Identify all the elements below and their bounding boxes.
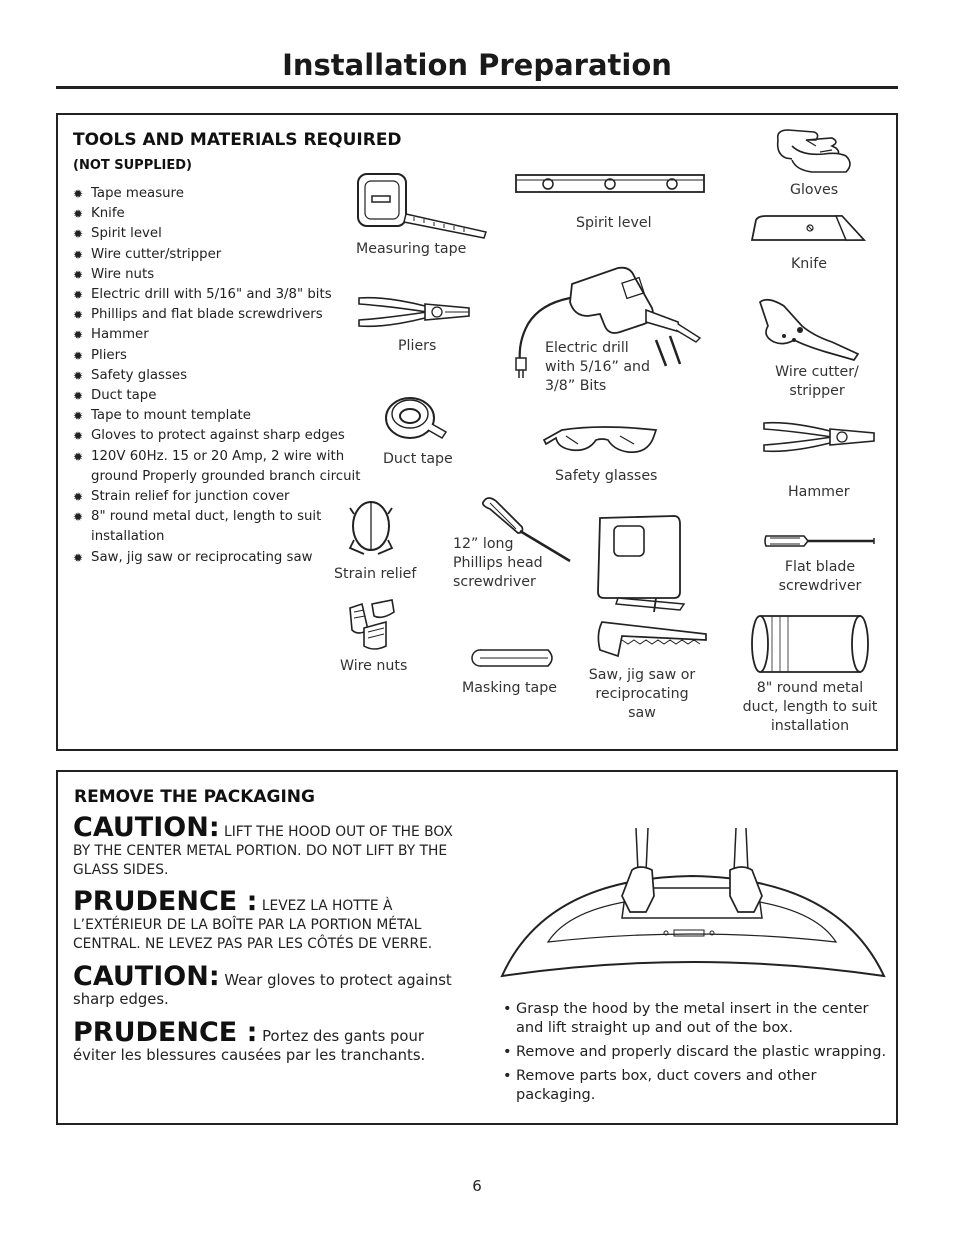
list-item: ✹ Hammer xyxy=(72,325,372,345)
list-item: • Grasp the hood by the metal insert in the center and lift straight up and out of the box. xyxy=(503,1000,893,1038)
list-item: ✹ Knife xyxy=(72,204,372,224)
prudence-text: LEVEZ LA HOTTE À L’EXTÉRIEUR DE LA BOÎTE PAR LA PORTION MÉTAL CENTRAL. NE LEVEZ PAS PAR LES CÔTÉS DE VERRE. xyxy=(73,898,433,952)
saw-icon xyxy=(588,512,712,666)
list-item: ✹ Tape to mount template xyxy=(72,406,372,426)
tools-subheading: (NOT SUPPLIED) xyxy=(73,158,192,173)
prudence-block-1 xyxy=(73,886,465,954)
list-item: ✹ Spirit level xyxy=(72,224,372,244)
hammer-icon xyxy=(760,415,878,457)
flat-blade-screwdriver-icon xyxy=(762,530,880,552)
list-item: ✹ Strain relief for junction cover xyxy=(72,487,372,507)
safety-glasses-label: Safety glasses xyxy=(555,468,658,484)
list-item: ✹ Saw, jig saw or reciprocating saw xyxy=(72,548,372,568)
caution-block-2 xyxy=(73,961,465,1009)
list-item: ✹ Safety glasses xyxy=(72,366,372,386)
list-item: ✹ Duct tape xyxy=(72,386,372,406)
duct-tape-label: Duct tape xyxy=(383,451,453,467)
prudence-text: Portez des gants pour éviter les blessures causées par les tranchants. xyxy=(73,1028,426,1064)
prudence-label: PRUDENCE : xyxy=(73,886,258,917)
electric-drill-label: Electric drill with 5/16” and 3/8” Bits xyxy=(545,340,651,394)
caution-label: CAUTION: xyxy=(73,961,220,992)
knife-label: Knife xyxy=(791,256,827,272)
list-item: ✹ Wire nuts xyxy=(72,265,372,285)
list-item: • Remove parts box, duct covers and other packaging. xyxy=(503,1067,893,1105)
tools-list xyxy=(72,184,372,568)
list-item: ✹ 8" round metal duct, length to suit installation xyxy=(72,507,372,547)
prudence-label: PRUDENCE : xyxy=(73,1017,258,1048)
packaging-steps xyxy=(503,1000,893,1110)
caution-label: CAUTION: xyxy=(73,812,220,843)
wire-nuts-label: Wire nuts xyxy=(340,658,408,674)
hammer-label: Hammer xyxy=(788,484,850,500)
list-item: • Remove and properly discard the plastic wrapping. xyxy=(503,1043,893,1062)
spirit-level-icon xyxy=(514,172,706,196)
caution-text: LIFT THE HOOD OUT OF THE BOX BY THE CENTER METAL PORTION. DO NOT LIFT BY THE GLASS SIDES. xyxy=(73,824,453,878)
wire-nuts-icon xyxy=(342,598,402,654)
page-title: Installation Preparation xyxy=(282,48,672,82)
hood-lift-illustration xyxy=(496,826,888,988)
measuring-tape-icon xyxy=(352,170,492,242)
list-item: ✹ 120V 60Hz. 15 or 20 Amp, 2 wire with ground Properly grounded branch circuit xyxy=(72,447,372,487)
caution-block-1 xyxy=(73,812,465,880)
list-item: ✹ Wire cutter/stripper xyxy=(72,245,372,265)
masking-tape-icon xyxy=(468,646,560,670)
safety-glasses-icon xyxy=(540,422,660,458)
wire-cutter-icon xyxy=(754,296,864,362)
flat-blade-label: Flat blade screwdriver xyxy=(778,559,862,594)
list-item: ✹ Electric drill with 5/16" and 3/8" bits xyxy=(72,285,372,305)
page-number: 6 xyxy=(472,1177,482,1195)
list-item: ✹ Phillips and flat blade screwdrivers xyxy=(72,305,372,325)
duct-label: 8" round metal duct, length to suit installation xyxy=(742,680,878,734)
list-item: ✹ Gloves to protect against sharp edges xyxy=(72,426,372,446)
caution-text: Wear gloves to protect against sharp edges. xyxy=(73,972,452,1008)
title-rule xyxy=(56,86,898,89)
strain-relief-label: Strain relief xyxy=(334,566,417,582)
wire-cutter-label: Wire cutter/ stripper xyxy=(775,364,859,399)
knife-icon xyxy=(748,212,870,246)
spirit-level-label: Spirit level xyxy=(576,215,652,231)
pliers-icon xyxy=(355,290,473,332)
gloves-icon xyxy=(772,126,856,176)
pliers-label: Pliers xyxy=(398,338,437,354)
round-duct-icon xyxy=(748,612,872,676)
gloves-label: Gloves xyxy=(790,182,839,198)
duct-tape-icon xyxy=(380,392,450,444)
list-item: ✹ Pliers xyxy=(72,346,372,366)
prudence-block-2 xyxy=(73,1017,465,1065)
measuring-tape-label: Measuring tape xyxy=(356,241,467,257)
list-item: ✹ Tape measure xyxy=(72,184,372,204)
phillips-label: 12” long Phillips head screwdriver xyxy=(453,536,543,590)
saw-label: Saw, jig saw or reciprocating saw xyxy=(588,667,696,721)
strain-relief-icon xyxy=(346,496,396,562)
tools-heading: TOOLS AND MATERIALS REQUIRED xyxy=(73,130,402,150)
packaging-heading: REMOVE THE PACKAGING xyxy=(74,787,315,807)
masking-tape-label: Masking tape xyxy=(462,680,557,696)
